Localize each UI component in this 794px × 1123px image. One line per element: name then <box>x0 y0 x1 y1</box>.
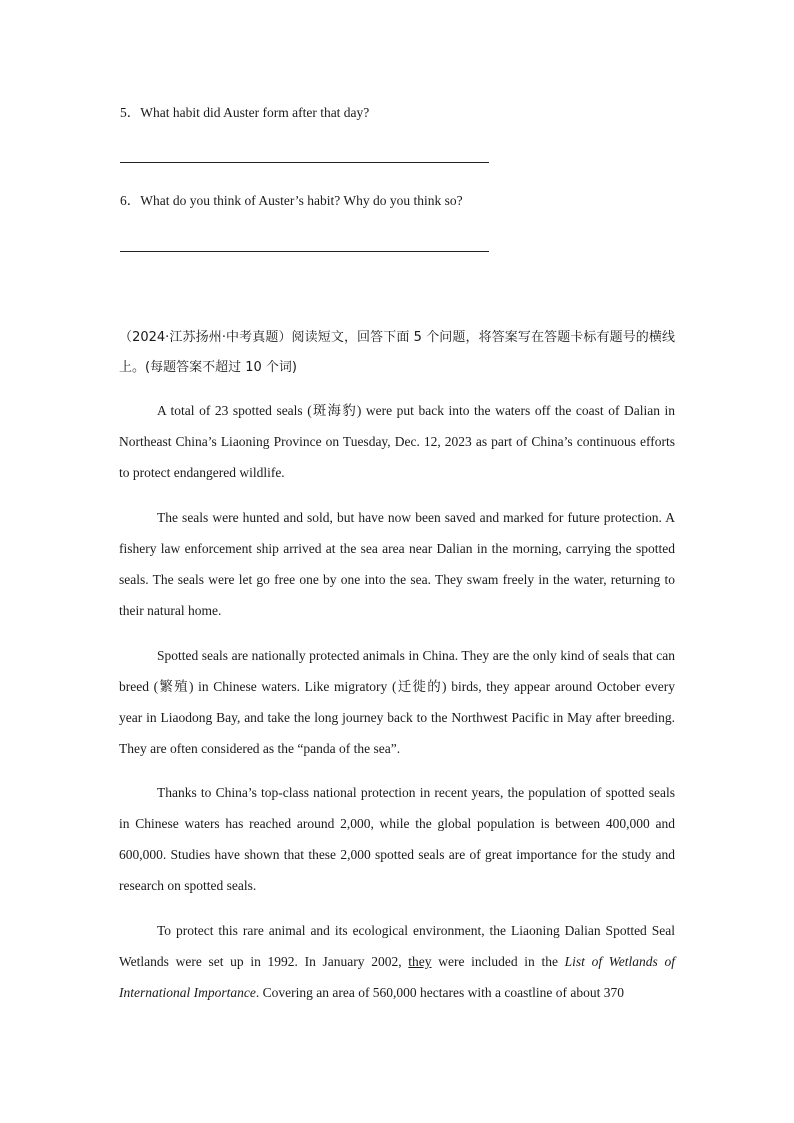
question-5: 5．What habit did Auster form after that day? <box>120 105 370 120</box>
passage-paragraph-2 <box>119 502 675 626</box>
paragraph-text: Thanks to China’s top-class national protection in recent years, the population of spotted seals in Chinese waters has reached around 2,000, while the global population is between 400,000 and 600,000. Studies have shown that these 2,000 spotted seals are of great importance for the study and research on spotted seals. <box>119 785 675 893</box>
passage-paragraph-1 <box>119 395 675 488</box>
passage-paragraph-4 <box>119 777 675 901</box>
paragraph-text-part: were included in the <box>431 954 565 969</box>
paragraph-text <box>119 915 675 1008</box>
question-6: 6．What do you think of Auster’s habit? Why do you think so? <box>120 193 463 208</box>
answer-line-5[interactable] <box>120 162 489 163</box>
paragraph-text: A total of 23 spotted seals (斑海豹) were put back into the waters off the coast of Dalian in Northeast China’s Liaoning Province on Tuesday, Dec. 12, 2023 as part of China’s continuous efforts to protect endangered wildlife. <box>119 403 675 480</box>
passage-paragraph-5 <box>119 915 675 1008</box>
passage-paragraph-3 <box>119 640 675 764</box>
paragraph-text: The seals were hunted and sold, but have now been saved and marked for future protection. A fishery law enforcement ship arrived at the sea area near Dalian in the morning, carrying the spotted seals. The seals were let go free one by one into the sea. They swam freely in the water, returning to their natural home. <box>119 510 675 618</box>
list-title: List of Wetlands of International Importance <box>119 954 675 1000</box>
paragraph-text-part: To protect this rare animal and its ecological environment, the Liaoning Dalian Spotted Seal Wetlands were set up in 1992. In January 2002, <box>119 923 675 969</box>
paragraph-text-part: . Covering an area of 560,000 hectares with a coastline of about 370 <box>255 985 624 1000</box>
paragraph-text: Spotted seals are nationally protected animals in China. They are the only kind of seals that can breed (繁殖) in Chinese waters. Like migratory (迁徙的) birds, they appear around October every year in Liaodong Bay, and take the long journey back to the Northwest Pacific in May after breeding. They are often considered as the “panda of the sea”. <box>119 648 675 756</box>
reading-instructions: （2024·江苏扬州·中考真题）阅读短文，回答下面 5 个问题，将答案写在答题卡标有题号的横线上。(每题答案不超过 10 个词) <box>119 330 675 375</box>
underlined-word-they: they <box>408 954 432 969</box>
answer-line-6[interactable] <box>120 251 489 252</box>
